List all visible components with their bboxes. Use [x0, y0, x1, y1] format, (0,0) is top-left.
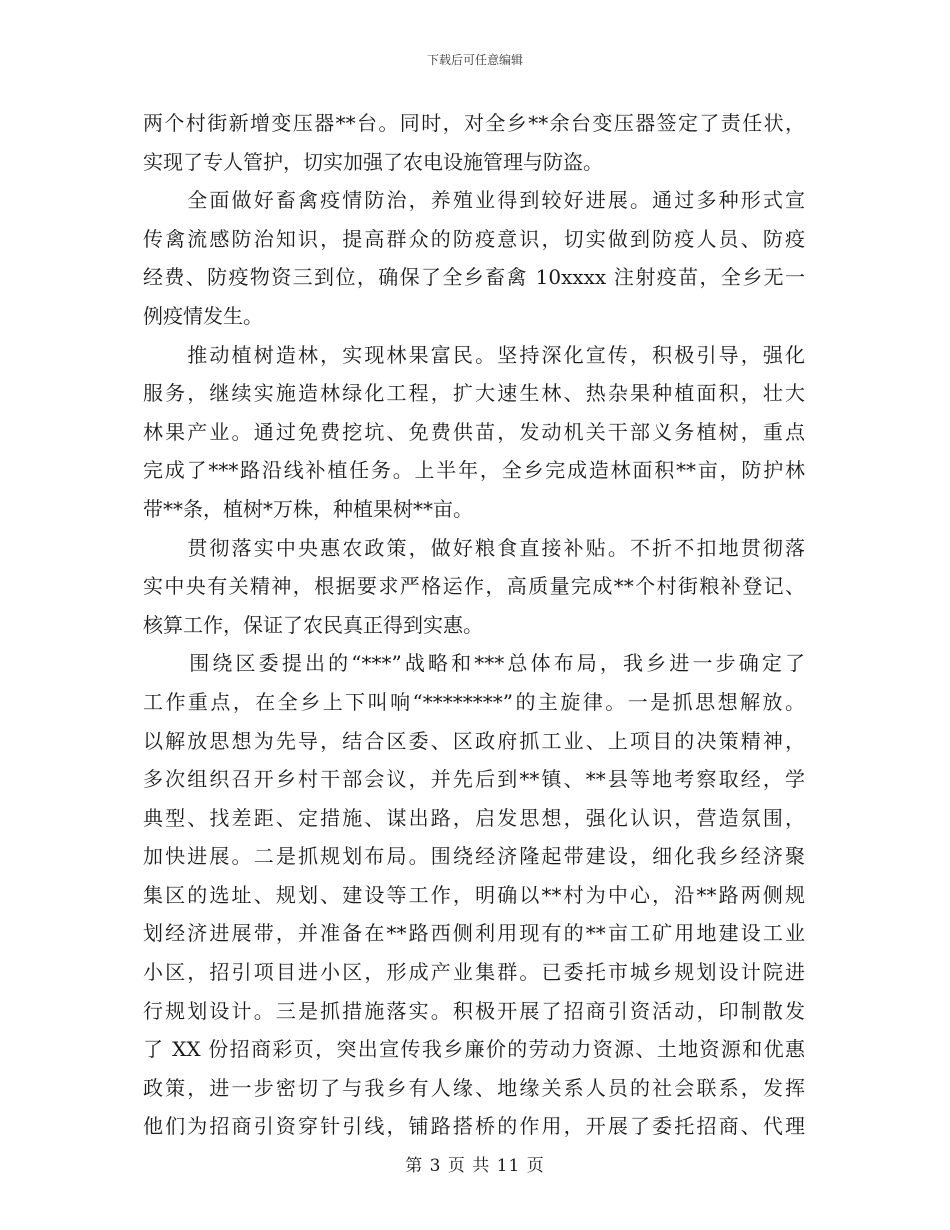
text-line: 实现了专人管护，切实加强了农电设施管理与防盗。 — [143, 149, 603, 174]
text-line: 实中央有关精神，根据要求严格运作，高质量完成**个村街粮补登记、 — [143, 574, 805, 599]
text-line: 经费、防疫物资三到位，确保了全乡畜禽 10xxxx 注射疫苗，全乡无一 — [143, 265, 805, 290]
page-number: 第 3 页 共 11 页 — [405, 1156, 545, 1176]
text-line: 小区，招引项目进小区，形成产业集群。已委托市城乡规划设计院进 — [143, 960, 805, 985]
text-line: 传禽流感防治知识，提高群众的防疫意识，切实做到防疫人员、防疫 — [143, 226, 805, 251]
text-line: 贯彻落实中央惠农政策，做好粮食直接补贴。不折不扣地贯彻落 — [143, 535, 805, 560]
text-line: 他们为招商引资穿针引线，铺路搭桥的作用，开展了委托招商、代理 — [143, 1114, 805, 1139]
text-line: 划经济进展带，并准备在**路西侧利用现有的**亩工矿用地建设工业 — [143, 921, 805, 946]
text-line: 工作重点，在全乡上下叫响“********”的主旋律。一是抓思想解放。 — [143, 689, 805, 714]
text-line: 林果产业。通过免费挖坑、免费供苗，发动机关干部义务植树，重点 — [143, 419, 805, 444]
page-footer — [0, 1155, 950, 1177]
text-line: 带**条，植树*万株，种植果树**亩。 — [143, 496, 473, 521]
page-header — [0, 52, 950, 68]
header-note: 下载后可任意编辑 — [426, 53, 523, 67]
text-line: 围绕区委提出的“***”战略和***总体布局，我乡进一步确定了 — [143, 651, 805, 676]
text-line: 多次组织召开乡村干部会议，并先后到**镇、**县等地考察取经，学 — [143, 767, 805, 792]
text-line: 完成了***路沿线补植任务。上半年，全乡完成造林面积**亩，防护林 — [143, 458, 805, 483]
text-line: 服务，继续实施造林绿化工程，扩大速生林、热杂果种植面积，壮大 — [143, 381, 805, 406]
text-line: 加快进展。二是抓规划布局。围绕经济隆起带建设，细化我乡经济聚 — [143, 844, 805, 869]
text-line: 了 XX 份招商彩页，突出宣传我乡廉价的劳动力资源、土地资源和优惠 — [143, 1037, 805, 1062]
text-line: 以解放思想为先导，结合区委、区政府抓工业、上项目的决策精神， — [143, 728, 805, 753]
text-line: 核算工作，保证了农民真正得到实惠。 — [143, 612, 483, 637]
text-line: 全面做好畜禽疫情防治，养殖业得到较好进展。通过多种形式宣 — [143, 188, 805, 213]
text-line: 行规划设计。三是抓措施落实。积极开展了招商引资活动，印制散发 — [143, 998, 805, 1023]
document-body — [143, 104, 805, 1146]
text-line: 例疫情发生。 — [143, 303, 263, 328]
text-line: 集区的选址、规划、建设等工作，明确以**村为中心，沿**路两侧规 — [143, 882, 805, 907]
text-line: 政策，进一步密切了与我乡有人缘、地缘关系人员的社会联系，发挥 — [143, 1075, 805, 1100]
text-line: 两个村街新增变压器**台。同时，对全乡**余台变压器签定了责任状， — [143, 111, 805, 135]
text-line: 推动植树造林，实现林果富民。坚持深化宣传，积极引导，强化 — [143, 342, 805, 367]
text-line: 典型、找差距、定措施、谋出路，启发思想，强化认识，营造氛围， — [143, 805, 805, 830]
